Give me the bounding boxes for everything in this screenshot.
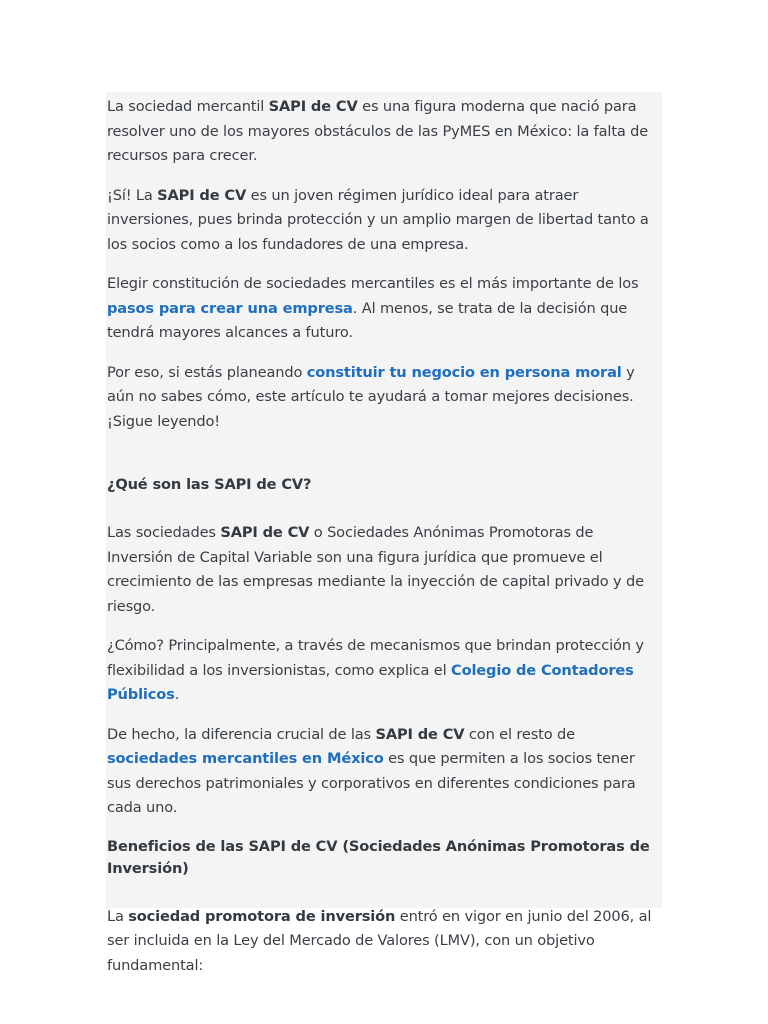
text: es una figura moderna que nació para resolver uno de los mayores obstáculos de las PyMES en México: la falta de recursos para crecer.	[107, 98, 649, 164]
paragraph-si	[107, 184, 662, 258]
bold-term: SAPI de CV	[268, 98, 358, 115]
text: Por eso, si estás planeando	[107, 363, 307, 381]
paragraph-como	[107, 634, 662, 708]
bold-term: SAPI de CV	[157, 186, 247, 204]
text: De hecho, la diferencia crucial de las	[107, 725, 376, 743]
text: o Sociedades Anónimas Promotoras de Inversión de Capital Variable son una figura jurídica que promueve el crecimiento de las empresas mediante la inyección de capital privado y de riesgo.	[107, 524, 644, 615]
heading-que-son: ¿Qué son las SAPI de CV?	[107, 476, 312, 493]
link-sociedades-mercantiles[interactable]: sociedades mercantiles en México	[107, 750, 384, 767]
link-constituir-negocio[interactable]: constituir tu negocio en persona moral	[306, 363, 622, 381]
text: .	[174, 686, 180, 703]
bold-term: SAPI de CV	[220, 524, 310, 541]
text: La	[107, 907, 129, 925]
text: entró en vigor en junio del 2006, al ser incluida en la Ley del Mercado de Valores (LMV), con un objetivo fundamental:	[107, 907, 652, 974]
text: La sociedad mercantil	[107, 98, 269, 115]
paragraph-por-eso	[107, 361, 662, 435]
heading-beneficios: Beneficios de las SAPI de CV (Sociedades Anónimas Promotoras de Inversión)	[107, 837, 650, 877]
text: . Al menos, se trata de la decisión que tendrá mayores alcances a futuro.	[107, 299, 628, 341]
text: y aún no sabes cómo, este artículo te ayudará a tomar mejores decisiones. ¡Sigue leyendo!	[107, 363, 635, 430]
text: Las sociedades	[107, 524, 221, 541]
bold-term: sociedad promotora de inversión	[128, 907, 396, 925]
text: ¿Cómo? Principalmente, a través de mecanismos que brindan protección y flexibilidad a los inversionistas, como explica el	[107, 637, 644, 679]
text: Elegir constitución de sociedades mercantiles es el más importante de los	[107, 275, 639, 292]
paragraph-sociedad-promotora	[107, 905, 662, 979]
bold-term: SAPI de CV	[375, 725, 465, 743]
text: es que permiten a los socios tener sus derechos patrimoniales y corporativos en diferentes condiciones para cada uno.	[107, 750, 636, 816]
text: con el resto de	[464, 725, 575, 743]
link-pasos-crear-empresa[interactable]: pasos para crear una empresa	[107, 299, 353, 317]
paragraph-las-sociedades	[107, 521, 662, 619]
paragraph-de-hecho	[107, 723, 662, 821]
paragraph-elegir	[107, 272, 662, 346]
link-colegio-contadores[interactable]: Colegio de Contadores Públicos	[107, 661, 634, 703]
text: ¡Sí! La	[107, 186, 158, 204]
article-content	[106, 92, 662, 974]
text: es un joven régimen jurídico ideal para atraer inversiones, pues brinda protección y un amplio margen de libertad tanto a los socios como a los fundadores de una empresa.	[107, 186, 649, 253]
paragraph-intro	[107, 95, 662, 169]
